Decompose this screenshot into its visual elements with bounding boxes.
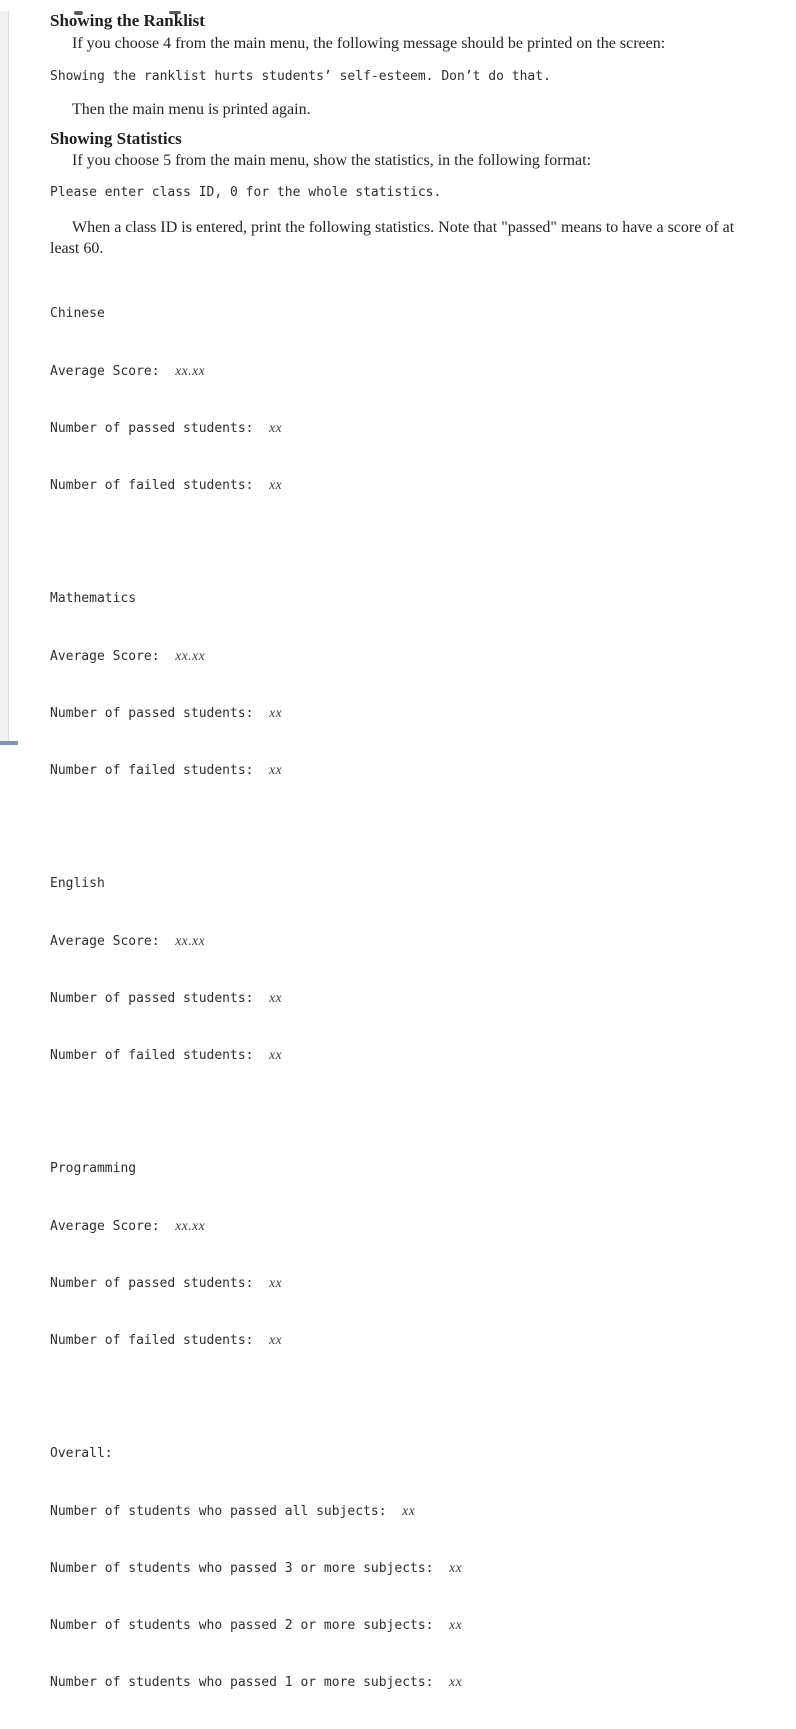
failed-students-value: xx: [269, 1332, 283, 1347]
overall-line-label: Number of students who passed 3 or more subjects:: [50, 1561, 450, 1576]
overall-stats-block: [50, 1406, 762, 1729]
overall-line-value: xx: [449, 1560, 463, 1575]
failed-students-line: [50, 1330, 762, 1349]
failed-students-line: [50, 760, 762, 779]
passed-students-value: xx: [269, 705, 283, 720]
overall-line: [50, 1615, 762, 1634]
subject-name: Mathematics: [50, 591, 137, 606]
overall-line-label: Number of students who passed all subjects:: [50, 1504, 403, 1519]
overall-line: [50, 1672, 762, 1691]
overall-title: Overall:: [50, 1446, 113, 1461]
failed-students-value: xx: [269, 477, 283, 492]
overall-line-label: Number of students who passed 2 or more subjects:: [50, 1618, 450, 1633]
overall-line: [50, 1501, 762, 1520]
passed-students-line: [50, 1273, 762, 1292]
subject-stats-block-english: [50, 836, 762, 1102]
average-score-value: xx.xx: [175, 648, 206, 663]
subject-name: Chinese: [50, 306, 105, 321]
passed-students-label: Number of passed students:: [50, 706, 270, 721]
overall-line-label: Number of students who passed 1 or more subjects:: [50, 1675, 450, 1690]
average-score-line: [50, 931, 762, 950]
passed-students-value: xx: [269, 420, 283, 435]
code-ranklist-message: Showing the ranklist hurts students’ self-esteem. Don’t do that.: [50, 69, 551, 84]
passed-students-line: [50, 418, 762, 437]
code-class-id-prompt: Please enter class ID, 0 for the whole statistics.: [50, 185, 442, 200]
failed-students-value: xx: [269, 762, 283, 777]
average-score-label: Average Score:: [50, 934, 176, 949]
para-passed-note: When a class ID is entered, print the following statistics. Note that "passed" means to have a score of at least 60.: [50, 219, 735, 257]
para-ranklist-intro: If you choose 4 from the main menu, the following message should be printed on the screen:: [72, 35, 666, 52]
para-menu-again: Then the main menu is printed again.: [72, 101, 311, 118]
average-score-line: [50, 646, 762, 665]
overall-line: [50, 1558, 762, 1577]
failed-students-line: [50, 475, 762, 494]
passed-students-line: [50, 988, 762, 1007]
document-content: [0, 11, 796, 1729]
average-score-line: [50, 1216, 762, 1235]
overall-line-value: xx: [449, 1617, 463, 1632]
subject-name: English: [50, 876, 105, 891]
failed-students-label: Number of failed students:: [50, 763, 270, 778]
overall-line-value: xx: [449, 1674, 463, 1689]
passed-students-value: xx: [269, 990, 283, 1005]
overall-line-value: xx: [402, 1503, 416, 1518]
failed-students-label: Number of failed students:: [50, 1333, 270, 1348]
passed-students-value: xx: [269, 1275, 283, 1290]
average-score-line: [50, 361, 762, 380]
failed-students-value: xx: [269, 1047, 283, 1062]
subject-stats-block-chinese: [50, 266, 762, 532]
failed-students-line: [50, 1045, 762, 1064]
passed-students-label: Number of passed students:: [50, 421, 270, 436]
passed-students-line: [50, 703, 762, 722]
subject-stats-block-mathematics: [50, 551, 762, 817]
para-statistics-intro: If you choose 5 from the main menu, show the statistics, in the following format:: [72, 152, 592, 169]
document-page: [0, 11, 796, 1690]
subject-stats-block-programming: [50, 1121, 762, 1387]
average-score-label: Average Score:: [50, 1219, 176, 1234]
passed-students-label: Number of passed students:: [50, 1276, 270, 1291]
section-heading-ranklist: Showing the Ranklist: [50, 11, 205, 30]
average-score-value: xx.xx: [175, 1218, 206, 1233]
average-score-label: Average Score:: [50, 649, 176, 664]
failed-students-label: Number of failed students:: [50, 478, 270, 493]
average-score-value: xx.xx: [175, 933, 206, 948]
failed-students-label: Number of failed students:: [50, 1048, 270, 1063]
average-score-label: Average Score:: [50, 364, 176, 379]
average-score-value: xx.xx: [175, 363, 206, 378]
subject-name: Programming: [50, 1161, 137, 1176]
bottom-left-accent: [0, 741, 18, 745]
section-heading-statistics: Showing Statistics: [50, 129, 182, 148]
passed-students-label: Number of passed students:: [50, 991, 270, 1006]
